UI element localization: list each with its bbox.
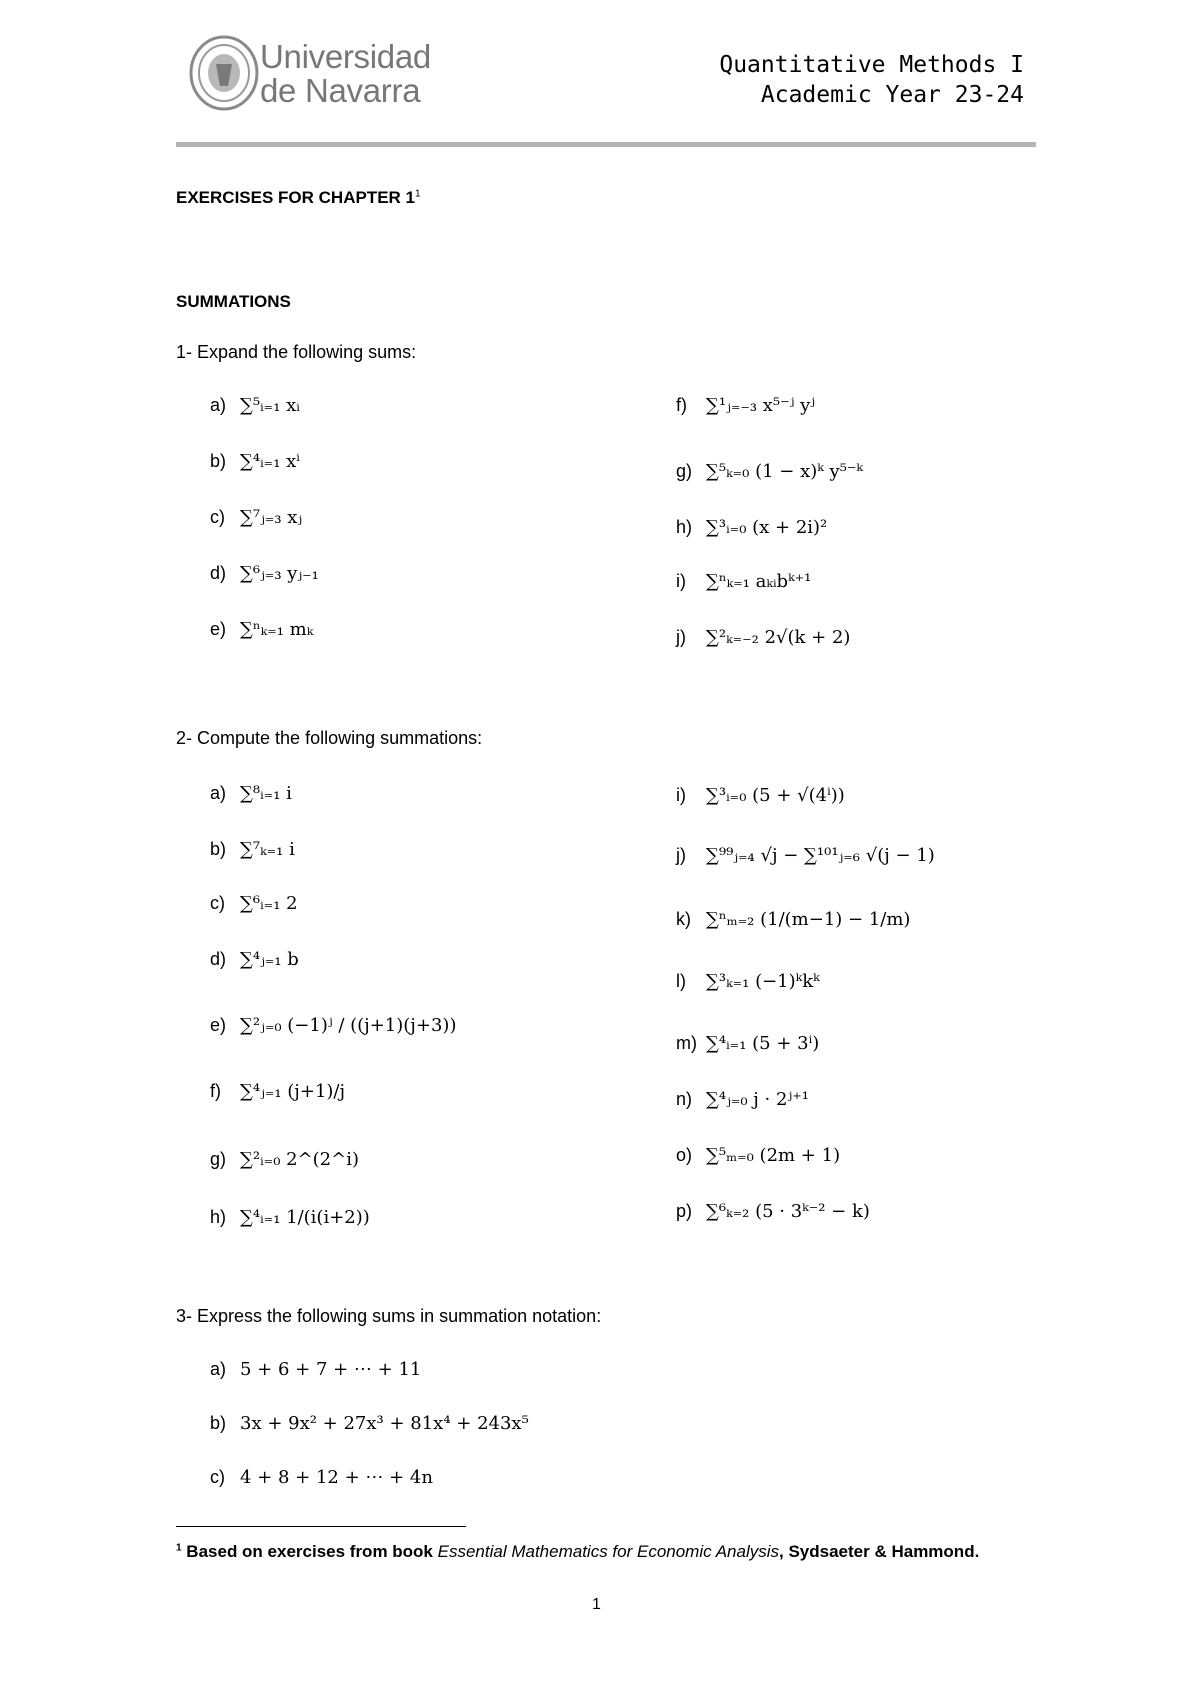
item-label: o) (676, 1145, 693, 1165)
title-footnote-mark: 1 (415, 188, 421, 200)
q2-item-c (210, 894, 298, 913)
item-label: k) (676, 909, 691, 929)
item-label: c) (210, 507, 225, 527)
q2-item-a (210, 784, 292, 803)
item-expression: ∑⁴ᵢ₌₁ xⁱ (240, 451, 300, 472)
q2-item-h (210, 1208, 370, 1227)
page-title-text: EXERCISES FOR CHAPTER 1 (176, 188, 415, 207)
item-expression: ∑³ᵢ₌₀ (x + 2i)² (706, 517, 828, 538)
item-label: h) (676, 517, 693, 537)
item-expression: ∑⁶ⱼ₌₃ yⱼ₋₁ (240, 563, 319, 584)
item-expression: ∑⁴ⱼ₌₁ (j+1)/j (240, 1081, 346, 1102)
q2-item-o (676, 1146, 840, 1165)
logo-line-2: de Navarra (260, 72, 421, 109)
item-label: l) (676, 971, 686, 991)
question-3-text: 3- Express the following sums in summation notation: (176, 1306, 602, 1326)
item-label: a) (210, 1359, 227, 1379)
item-expression: ∑²ᵢ₌₀ 2^(2^i) (240, 1149, 359, 1170)
q2-item-m (676, 1034, 819, 1053)
item-label: n) (676, 1089, 693, 1109)
item-label: j) (676, 627, 686, 647)
q1-item-d (210, 564, 319, 583)
q2-item-f (210, 1082, 345, 1101)
item-expression: ∑³ᵢ₌₀ (5 + √(4ⁱ)) (706, 785, 845, 806)
university-logo (182, 26, 431, 120)
item-expression: ∑⁵ₖ₌₀ (1 − x)ᵏ y⁵⁻ᵏ (706, 461, 863, 482)
item-label: e) (210, 1015, 227, 1035)
item-expression: ∑⁵ₘ₌₀ (2m + 1) (706, 1145, 841, 1166)
q1-item-g (676, 462, 863, 481)
item-label: b) (210, 1413, 227, 1433)
q1-item-c (210, 508, 302, 527)
item-label: e) (210, 619, 227, 639)
item-expression: ∑¹ⱼ₌₋₃ x⁵⁻ʲ yʲ (706, 395, 816, 416)
item-expression: ∑ⁿₖ₌₁ aₖᵢbᵏ⁺¹ (706, 571, 812, 592)
item-label: c) (210, 1467, 225, 1487)
page-number: 1 (592, 1596, 601, 1613)
footnote-divider (176, 1526, 466, 1527)
item-label: h) (210, 1207, 227, 1227)
page-title (176, 188, 421, 208)
q1-item-a (210, 396, 300, 415)
item-label: g) (210, 1149, 227, 1169)
item-label: b) (210, 451, 227, 471)
item-label: a) (210, 783, 227, 803)
item-expression: ∑⁵ᵢ₌₁ xᵢ (240, 395, 300, 416)
q3-item-c (210, 1468, 433, 1487)
course-header (719, 50, 1024, 110)
item-label: f) (210, 1081, 221, 1101)
section-heading: SUMMATIONS (176, 292, 291, 311)
footnote-mark: 1 (176, 1542, 182, 1554)
item-label: a) (210, 395, 227, 415)
item-label: g) (676, 461, 693, 481)
item-label: i) (676, 785, 686, 805)
q3-item-b (210, 1414, 529, 1433)
q1-item-h (676, 518, 827, 537)
q1-item-e (210, 620, 313, 639)
item-expression: ∑ⁿₖ₌₁ mₖ (240, 619, 314, 640)
item-label: m) (676, 1033, 697, 1053)
item-label: i) (676, 571, 686, 591)
item-expression: ∑²ₖ₌₋₂ 2√(k + 2) (706, 627, 851, 648)
item-expression: ∑⁴ⱼ₌₁ b (240, 949, 299, 970)
question-2-text: 2- Compute the following summations: (176, 728, 483, 748)
q1-item-b (210, 452, 300, 471)
q2-item-g (210, 1150, 359, 1169)
item-expression: ∑⁴ⱼ₌₀ j · 2ʲ⁺¹ (706, 1089, 809, 1110)
footnote-authors: , Sydsaeter & Hammond. (779, 1542, 980, 1561)
item-expression: ∑²ⱼ₌₀ (−1)ʲ / ((j+1)(j+3)) (240, 1015, 457, 1036)
logo-line-1: Universidad (260, 38, 431, 75)
q2-item-i (676, 786, 845, 805)
header-divider (176, 142, 1036, 147)
item-expression: 3x + 9x² + 27x³ + 81x⁴ + 243x⁵ (240, 1413, 529, 1434)
course-title: Quantitative Methods I (719, 52, 1024, 78)
item-expression: 4 + 8 + 12 + ⋯ + 4n (240, 1467, 433, 1488)
q2-item-d (210, 950, 299, 969)
item-expression: ∑⁶ᵢ₌₁ 2 (240, 893, 298, 914)
item-label: b) (210, 839, 227, 859)
item-expression: ∑⁴ᵢ₌₁ (5 + 3ⁱ) (706, 1033, 820, 1054)
question-1-text: 1- Expand the following sums: (176, 342, 417, 362)
item-expression: ∑⁷ⱼ₌₃ xⱼ (240, 507, 303, 528)
item-expression: ∑⁴ᵢ₌₁ 1/(i(i+2)) (240, 1207, 370, 1228)
q3-item-a (210, 1360, 421, 1379)
item-label: f) (676, 395, 687, 415)
q2-item-l (676, 972, 820, 991)
q2-item-p (676, 1202, 870, 1221)
q1-item-i (676, 572, 811, 591)
q2-item-j (676, 846, 935, 865)
item-label: d) (210, 563, 227, 583)
q1-item-j (676, 628, 850, 647)
item-expression: 5 + 6 + 7 + ⋯ + 11 (240, 1359, 422, 1380)
q2-item-e (210, 1016, 456, 1035)
q2-item-k (676, 910, 910, 929)
item-expression: ∑⁶ₖ₌₂ (5 · 3ᵏ⁻² − k) (706, 1201, 870, 1222)
footnote-book-title: Essential Mathematics for Economic Analysis (437, 1542, 780, 1561)
item-expression: ∑⁸ᵢ₌₁ i (240, 783, 292, 804)
footnote-text: Based on exercises from book (186, 1542, 433, 1561)
academic-year: Academic Year 23-24 (760, 82, 1024, 108)
university-seal-icon (188, 34, 260, 112)
item-expression: ∑⁷ₖ₌₁ i (240, 839, 295, 860)
item-expression: ∑ⁿₘ₌₂ (1/(m−1) − 1/m) (706, 909, 911, 930)
footnote (176, 1542, 979, 1562)
item-label: c) (210, 893, 225, 913)
item-label: j) (676, 845, 686, 865)
q2-item-n (676, 1090, 809, 1109)
q1-item-f (676, 396, 815, 415)
q2-item-b (210, 840, 295, 859)
item-expression: ∑⁹⁹ⱼ₌₄ √j − ∑¹⁰¹ⱼ₌₆ √(j − 1) (706, 845, 935, 866)
item-label: p) (676, 1201, 693, 1221)
item-expression: ∑³ₖ₌₁ (−1)ᵏkᵏ (706, 971, 820, 992)
item-label: d) (210, 949, 227, 969)
